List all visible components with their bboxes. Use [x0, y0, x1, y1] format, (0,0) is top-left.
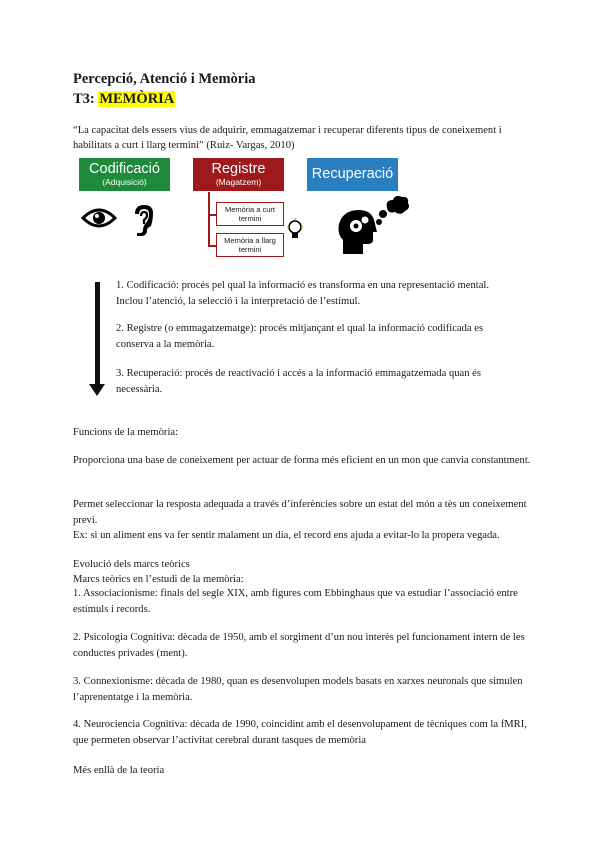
- subtitle-highlight: MEMÒRIA: [99, 91, 175, 107]
- process-arrow-head: [89, 384, 105, 396]
- recuperacio-title: Recuperació: [311, 166, 394, 182]
- step-codificacio: 1. Codificació: procés pel qual la informació es transforma en una representació mental. Inclou l’atenció, la selecció i la interpretació de l’estímul.: [116, 280, 489, 307]
- memory-process-diagram: [73, 156, 411, 260]
- long-term-label: Memòria a llarg termini: [224, 236, 276, 254]
- marc-1: 1. Associacionisme: finals del segle XIX, amb figures com Ebbinghaus que va estudiar l’associació entre estímuls i records.: [73, 588, 518, 615]
- marc-4: 4. Neurociencia Cognitiva: dècada de 1990, coincidint amb el desenvolupament de tècniques com la fMRI, que permeten observar l’activitat cerebral durant tasques de memòria: [73, 719, 527, 746]
- registre-title: Registre: [211, 161, 266, 177]
- short-term-label: Memòria a curt termini: [224, 205, 275, 223]
- connector-short: [208, 214, 216, 216]
- document-title: Percepció, Atenció i Memòria: [73, 71, 256, 87]
- marc-2: 2. Psicologia Cognitiva: dècada de 1950, amb el sorgiment d’un nou interès pel funcionament intern de les conductes privades (ment).: [73, 632, 525, 659]
- exemple: Ex: si un aliment ens va fer sentir malament un dia, el record ens ajuda a evitar-lo la propera vegada.: [73, 530, 500, 541]
- connector-long: [208, 245, 216, 247]
- marc-3: 3. Connexionisme: dècada de 1980, quan es desenvolupen models basats en xarxes neuronals que simulen l’aprenentatge i la memòria.: [73, 676, 523, 703]
- codificacio-title: Codificació: [89, 161, 160, 177]
- codificacio-box: [79, 158, 170, 191]
- step-recuperacio: 3. Recuperació: procés de reactivació i accés a la informació emmagatzemada quan és necessària.: [116, 368, 482, 395]
- short-term-box: [216, 202, 284, 226]
- eye-icon: [81, 206, 117, 230]
- long-term-box: [216, 233, 284, 257]
- definition-quote: “La capacitat dels essers vius de adquirir, emmagatzemar i recuperar diferents tipus de coneixement i habilitats a curt i llarg termini” (Ruiz- Vargas, 2010): [73, 125, 502, 151]
- marcs-heading: Marcs teòrics en l’estudi de la memòria:: [73, 574, 244, 585]
- evolucio-heading: Evolució dels marcs teòrics: [73, 559, 190, 570]
- funcio-1: Proporciona una base de coneixement per actuar de forma més eficient en un mon que canvia constantment.: [73, 455, 531, 466]
- funcio-2: Permet seleccionar la resposta adequada a través d’inferències sobre un estat del món a tès un coneixement previ.: [73, 499, 527, 526]
- subtitle-prefix: T3:: [73, 91, 99, 107]
- lightbulb-icon: [286, 218, 304, 244]
- thinking-head-icon: [335, 194, 411, 258]
- step-registre: 2. Registre (o emmagatzematge): procés mitjançant el qual la informació codificada es conserva a la memòria.: [116, 323, 484, 350]
- ear-icon: [131, 202, 157, 236]
- funcions-heading: Funcions de la memòria:: [73, 427, 179, 438]
- mes-enlla: Més enllà de la teoria: [73, 765, 165, 776]
- document-subtitle: [73, 90, 175, 109]
- codificacio-sub: (Adquisició): [102, 177, 147, 187]
- registre-connector: [208, 192, 210, 247]
- process-arrow-line: [95, 282, 100, 386]
- registre-box: [193, 158, 284, 191]
- registre-sub: (Magatzem): [215, 177, 262, 187]
- recuperacio-box: [307, 158, 398, 191]
